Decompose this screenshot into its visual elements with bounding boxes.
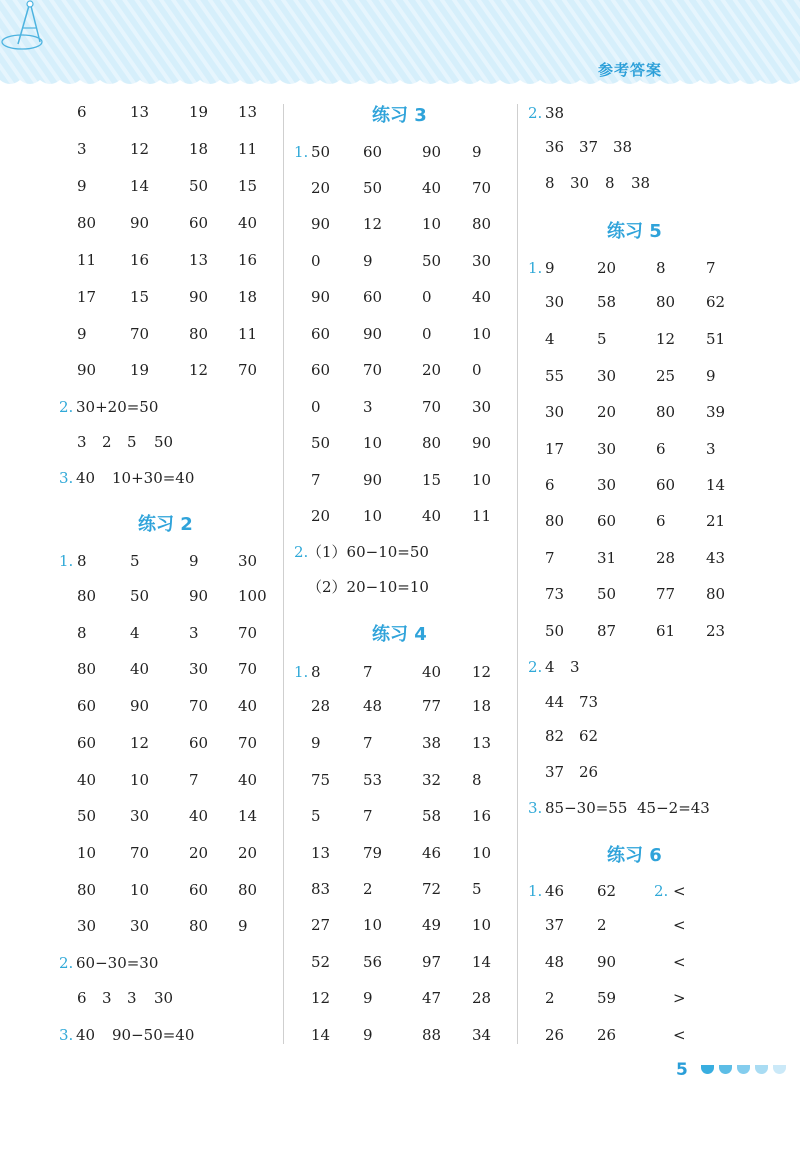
answer-value: 15 [238, 177, 258, 195]
answer-value: 30 [238, 552, 258, 570]
answer-value: 60 [363, 288, 383, 306]
answer-value: 44 [545, 693, 565, 711]
answer-value: 3 [189, 624, 199, 642]
question-number: 1. [59, 552, 74, 570]
answer-value: 13 [189, 251, 209, 269]
answer-value: 30 [597, 440, 617, 458]
answer-value: 8 [656, 259, 666, 277]
answer-value: 26 [579, 763, 599, 781]
answer-value: 12 [130, 734, 150, 752]
answer-value: 9 [77, 325, 87, 343]
answer-value: 7 [189, 771, 199, 789]
answer-value: 60 [656, 476, 676, 494]
answer-value: 50 [597, 585, 617, 603]
question-number: 1. [528, 259, 543, 277]
answer-value: 11 [472, 507, 492, 525]
answer-value: 6 [656, 512, 666, 530]
column-divider-left [283, 104, 284, 1044]
answer-value: 13 [472, 734, 492, 752]
answer-value: 77 [422, 697, 442, 715]
answer-value: 73 [579, 693, 599, 711]
answer-value: 14 [706, 476, 726, 494]
answer-value: 10 [130, 881, 150, 899]
answer-value: 7 [706, 259, 716, 277]
answer-value: 0 [422, 288, 432, 306]
section-title-practice-4: 练习 4 [372, 624, 427, 645]
answer-value: 90 [189, 288, 209, 306]
answer-value: 17 [545, 440, 565, 458]
answer-value: 9 [363, 989, 373, 1007]
answer-value: 37 [545, 763, 565, 781]
answer-value: 61 [656, 622, 676, 640]
answer-equation: 90−50=40 [112, 1026, 195, 1044]
answer-value: 6 [656, 440, 666, 458]
comparison-sign: < [673, 916, 686, 934]
answer-value: 16 [130, 251, 150, 269]
comparison-sign: < [673, 1026, 686, 1044]
section-title-practice-2: 练习 2 [138, 514, 193, 535]
answer-value: 7 [311, 471, 321, 489]
answer-value: 3 [77, 433, 87, 451]
question-number: 1. [528, 882, 543, 900]
answer-value: 26 [545, 1026, 565, 1044]
answer-value: 6 [77, 103, 87, 121]
answer-value: 70 [238, 734, 258, 752]
answer-value: 48 [545, 953, 565, 971]
answer-value: 12 [189, 361, 209, 379]
answer-value: 15 [130, 288, 150, 306]
answer-value: 60 [363, 143, 383, 161]
answer-value: 38 [613, 138, 633, 156]
answer-value: 11 [238, 325, 258, 343]
question-number: 2. [528, 658, 543, 676]
answer-value: 50 [545, 622, 565, 640]
comparison-sign: < [673, 882, 686, 900]
answer-equation: 10+30=40 [112, 469, 195, 487]
answer-value: 80 [77, 587, 97, 605]
answer-value: 30 [472, 398, 492, 416]
answer-value: 46 [422, 844, 442, 862]
answer-value: 70 [130, 325, 150, 343]
answer-value: 31 [597, 549, 617, 567]
answer-value: 100 [238, 587, 267, 605]
answer-value: 10 [472, 471, 492, 489]
answer-value: 9 [706, 367, 716, 385]
answer-value: 80 [189, 325, 209, 343]
answer-value: 5 [130, 552, 140, 570]
answer-value: 20 [597, 403, 617, 421]
answer-value: 80 [422, 434, 442, 452]
answer-value: 21 [706, 512, 726, 530]
answer-value: 87 [597, 622, 617, 640]
answer-value: 13 [311, 844, 331, 862]
answer-value: 10 [77, 844, 97, 862]
section-title-practice-5: 练习 5 [607, 221, 662, 242]
answer-value: 80 [189, 917, 209, 935]
answer-value: 83 [311, 880, 331, 898]
answer-value: 13 [130, 103, 150, 121]
answer-value: 7 [363, 807, 373, 825]
answer-value: 40 [238, 771, 258, 789]
answer-equation: 85−30=55 [545, 799, 628, 817]
compass-icon [0, 0, 50, 55]
question-number: 3. [59, 1026, 74, 1044]
question-number: 3. [528, 799, 543, 817]
answer-value: 27 [311, 916, 331, 934]
answer-value: 3 [706, 440, 716, 458]
answer-value: 40 [189, 807, 209, 825]
answer-value: 90 [77, 361, 97, 379]
answer-equation: （2）20−10=10 [307, 578, 429, 596]
comparison-sign: > [673, 989, 686, 1007]
answer-value: 9 [77, 177, 87, 195]
answer-value: 18 [189, 140, 209, 158]
answer-value: 80 [656, 293, 676, 311]
answer-value: 62 [579, 727, 599, 745]
answer-value: 13 [238, 103, 258, 121]
page-dot-icon [737, 1065, 750, 1074]
answer-value: 40 [77, 771, 97, 789]
answer-value: 70 [238, 361, 258, 379]
answer-value: 19 [189, 103, 209, 121]
answer-value: 70 [363, 361, 383, 379]
answer-value: 62 [706, 293, 726, 311]
answer-value: 4 [130, 624, 140, 642]
answer-value: 30 [189, 660, 209, 678]
answer-value: 70 [422, 398, 442, 416]
answer-value: 11 [77, 251, 97, 269]
answer-value: 14 [130, 177, 150, 195]
answer-value: 80 [238, 881, 258, 899]
answer-value: 40 [130, 660, 150, 678]
answer-value: 8 [605, 174, 615, 192]
answer-value: 80 [545, 512, 565, 530]
answer-value: 9 [363, 252, 373, 270]
answer-value: 30 [545, 293, 565, 311]
answer-value: 37 [545, 916, 565, 934]
answer-value: 7 [545, 549, 555, 567]
answer-value: 23 [706, 622, 726, 640]
answer-value: 59 [597, 989, 617, 1007]
answer-value: 20 [597, 259, 617, 277]
answer-value: 40 [238, 214, 258, 232]
answer-value: 5 [127, 433, 137, 451]
answer-value: 8 [545, 174, 555, 192]
answer-value: 10 [422, 215, 442, 233]
answer-value: 14 [238, 807, 258, 825]
answer-value: 47 [422, 989, 442, 1007]
answer-value: 18 [472, 697, 492, 715]
answer-value: 8 [77, 552, 87, 570]
answer-value: 10 [472, 916, 492, 934]
answer-value: 30 [597, 476, 617, 494]
answer-value: 38 [422, 734, 442, 752]
answer-value: 80 [656, 403, 676, 421]
answer-value: 80 [472, 215, 492, 233]
answer-value: 18 [238, 288, 258, 306]
answer-value: 17 [77, 288, 97, 306]
answer-value: 14 [311, 1026, 331, 1044]
answer-value: 46 [545, 882, 565, 900]
column-divider-right [517, 104, 518, 1044]
answer-value: 9 [311, 734, 321, 752]
answer-value: 77 [656, 585, 676, 603]
answer-value: 40 [472, 288, 492, 306]
answer-value: 58 [422, 807, 442, 825]
comparison-sign: < [673, 953, 686, 971]
answer-value: 70 [472, 179, 492, 197]
answer-value: 90 [422, 143, 442, 161]
answer-value: 50 [311, 434, 331, 452]
page-dot-icon [701, 1065, 714, 1074]
answer-value: 12 [363, 215, 383, 233]
answer-value: 3 [127, 989, 137, 1007]
answer-value: 60 [311, 325, 331, 343]
answer-value: 12 [130, 140, 150, 158]
answer-value: 60 [311, 361, 331, 379]
answer-value: 50 [363, 179, 383, 197]
question-number: 2. [528, 104, 543, 122]
answer-value: 0 [472, 361, 482, 379]
answer-value: 19 [130, 361, 150, 379]
question-number: 3. [59, 469, 74, 487]
answer-value: 40 [76, 469, 96, 487]
section-title-practice-6: 练习 6 [607, 845, 662, 866]
answer-value: 60 [189, 881, 209, 899]
answer-value: 90 [597, 953, 617, 971]
answer-value: 50 [154, 433, 174, 451]
answer-value: 97 [422, 953, 442, 971]
answer-value: 90 [130, 697, 150, 715]
answer-value: 38 [545, 104, 565, 122]
page-dot-icon [755, 1065, 768, 1074]
question-number: 2. [294, 543, 309, 561]
answer-key-title: 参考答案 [598, 61, 663, 79]
answer-value: 39 [706, 403, 726, 421]
answer-value: 10 [472, 844, 492, 862]
answer-value: 58 [597, 293, 617, 311]
answer-value: 90 [472, 434, 492, 452]
answer-value: 30 [597, 367, 617, 385]
answer-value: 7 [363, 663, 373, 681]
answer-value: 0 [422, 325, 432, 343]
answer-value: 40 [238, 697, 258, 715]
answer-value: 8 [472, 771, 482, 789]
answer-value: 0 [311, 398, 321, 416]
answer-value: 40 [76, 1026, 96, 1044]
question-number: 1. [294, 143, 309, 161]
answer-value: 16 [472, 807, 492, 825]
answer-value: 10 [363, 507, 383, 525]
answer-value: 15 [422, 471, 442, 489]
answer-value: 90 [311, 215, 331, 233]
answer-value: 90 [311, 288, 331, 306]
answer-value: 70 [238, 624, 258, 642]
answer-value: 20 [422, 361, 442, 379]
answer-value: 60 [189, 734, 209, 752]
answer-value: 28 [472, 989, 492, 1007]
answer-value: 60 [77, 697, 97, 715]
answer-value: 43 [706, 549, 726, 567]
answer-value: 90 [130, 214, 150, 232]
answer-value: 7 [363, 734, 373, 752]
answer-value: 38 [631, 174, 651, 192]
answer-value: 60 [77, 734, 97, 752]
answer-equation: 45−2=43 [637, 799, 710, 817]
answer-value: 9 [189, 552, 199, 570]
answer-value: 9 [238, 917, 248, 935]
answer-value: 8 [311, 663, 321, 681]
answer-value: 2 [597, 916, 607, 934]
answer-value: 30 [154, 989, 174, 1007]
question-number: 1. [294, 663, 309, 681]
answer-value: 2 [363, 880, 373, 898]
answer-value: 60 [189, 214, 209, 232]
answer-value: 26 [597, 1026, 617, 1044]
answer-value: 9 [545, 259, 555, 277]
answer-value: 80 [77, 660, 97, 678]
answer-value: 75 [311, 771, 331, 789]
answer-value: 28 [311, 697, 331, 715]
answer-value: 9 [363, 1026, 373, 1044]
answer-value: 2 [545, 989, 555, 1007]
answer-value: 6 [77, 989, 87, 1007]
answer-value: 28 [656, 549, 676, 567]
answer-value: 30 [545, 403, 565, 421]
answer-value: 73 [545, 585, 565, 603]
answer-value: 80 [706, 585, 726, 603]
answer-value: 72 [422, 880, 442, 898]
page-dot-icon [773, 1065, 786, 1074]
answer-value: 49 [422, 916, 442, 934]
answer-value: 70 [189, 697, 209, 715]
answer-value: 56 [363, 953, 383, 971]
answer-value: 10 [363, 434, 383, 452]
question-number: 2. [654, 882, 669, 900]
answer-value: 25 [656, 367, 676, 385]
answer-value: 90 [363, 325, 383, 343]
answer-value: 3 [77, 140, 87, 158]
header-wave-band [0, 0, 800, 92]
question-number: 2. [59, 398, 74, 416]
answer-equation: 60−30=30 [76, 954, 159, 972]
answer-value: 80 [77, 881, 97, 899]
answer-value: 4 [545, 330, 555, 348]
answer-value: 52 [311, 953, 331, 971]
question-number: 2. [59, 954, 74, 972]
answer-value: 62 [597, 882, 617, 900]
answer-value: 12 [311, 989, 331, 1007]
answer-equation: 30+20=50 [76, 398, 159, 416]
answer-value: 10 [472, 325, 492, 343]
answer-value: 5 [472, 880, 482, 898]
answer-value: 50 [189, 177, 209, 195]
answer-value: 90 [189, 587, 209, 605]
answer-value: 50 [130, 587, 150, 605]
answer-value: 50 [422, 252, 442, 270]
answer-value: 36 [545, 138, 565, 156]
answer-value: 53 [363, 771, 383, 789]
answer-value: 5 [597, 330, 607, 348]
answer-value: 40 [422, 179, 442, 197]
answer-value: 14 [472, 953, 492, 971]
answer-value: 5 [311, 807, 321, 825]
answer-value: 3 [363, 398, 373, 416]
answer-value: 34 [472, 1026, 492, 1044]
answer-value: 50 [77, 807, 97, 825]
answer-value: 4 [545, 658, 555, 676]
answer-value: 30 [77, 917, 97, 935]
answer-value: 50 [311, 143, 331, 161]
answer-value: 30 [472, 252, 492, 270]
answer-value: 80 [77, 214, 97, 232]
answer-value: 8 [77, 624, 87, 642]
page-dot-icon [719, 1065, 732, 1074]
answer-value: 40 [422, 663, 442, 681]
answer-value: 12 [472, 663, 492, 681]
answer-value: 3 [102, 989, 112, 1007]
answer-value: 20 [189, 844, 209, 862]
answer-value: 30 [130, 807, 150, 825]
page-header [0, 0, 800, 90]
answer-value: 20 [238, 844, 258, 862]
answer-value: 55 [545, 367, 565, 385]
answer-value: 79 [363, 844, 383, 862]
answer-value: 70 [130, 844, 150, 862]
answer-value: 48 [363, 697, 383, 715]
answer-value: 6 [545, 476, 555, 494]
answer-value: 40 [422, 507, 442, 525]
answer-value: 16 [238, 251, 258, 269]
answer-value: 3 [570, 658, 580, 676]
answer-value: 82 [545, 727, 565, 745]
page-number: 5 [676, 1060, 688, 1080]
answer-value: 20 [311, 179, 331, 197]
answer-value: 9 [472, 143, 482, 161]
answer-value: 10 [363, 916, 383, 934]
answer-value: 30 [570, 174, 590, 192]
answer-value: 32 [422, 771, 442, 789]
answer-value: 20 [311, 507, 331, 525]
answer-equation: （1）60−10=50 [307, 543, 429, 561]
answer-value: 70 [238, 660, 258, 678]
answer-value: 37 [579, 138, 599, 156]
section-title-practice-3: 练习 3 [372, 105, 427, 126]
answer-value: 90 [363, 471, 383, 489]
answer-value: 30 [130, 917, 150, 935]
answer-value: 51 [706, 330, 726, 348]
answer-value: 60 [597, 512, 617, 530]
answer-value: 12 [656, 330, 676, 348]
answer-value: 0 [311, 252, 321, 270]
answer-value: 10 [130, 771, 150, 789]
answer-value: 2 [102, 433, 112, 451]
answer-value: 88 [422, 1026, 442, 1044]
answer-value: 11 [238, 140, 258, 158]
